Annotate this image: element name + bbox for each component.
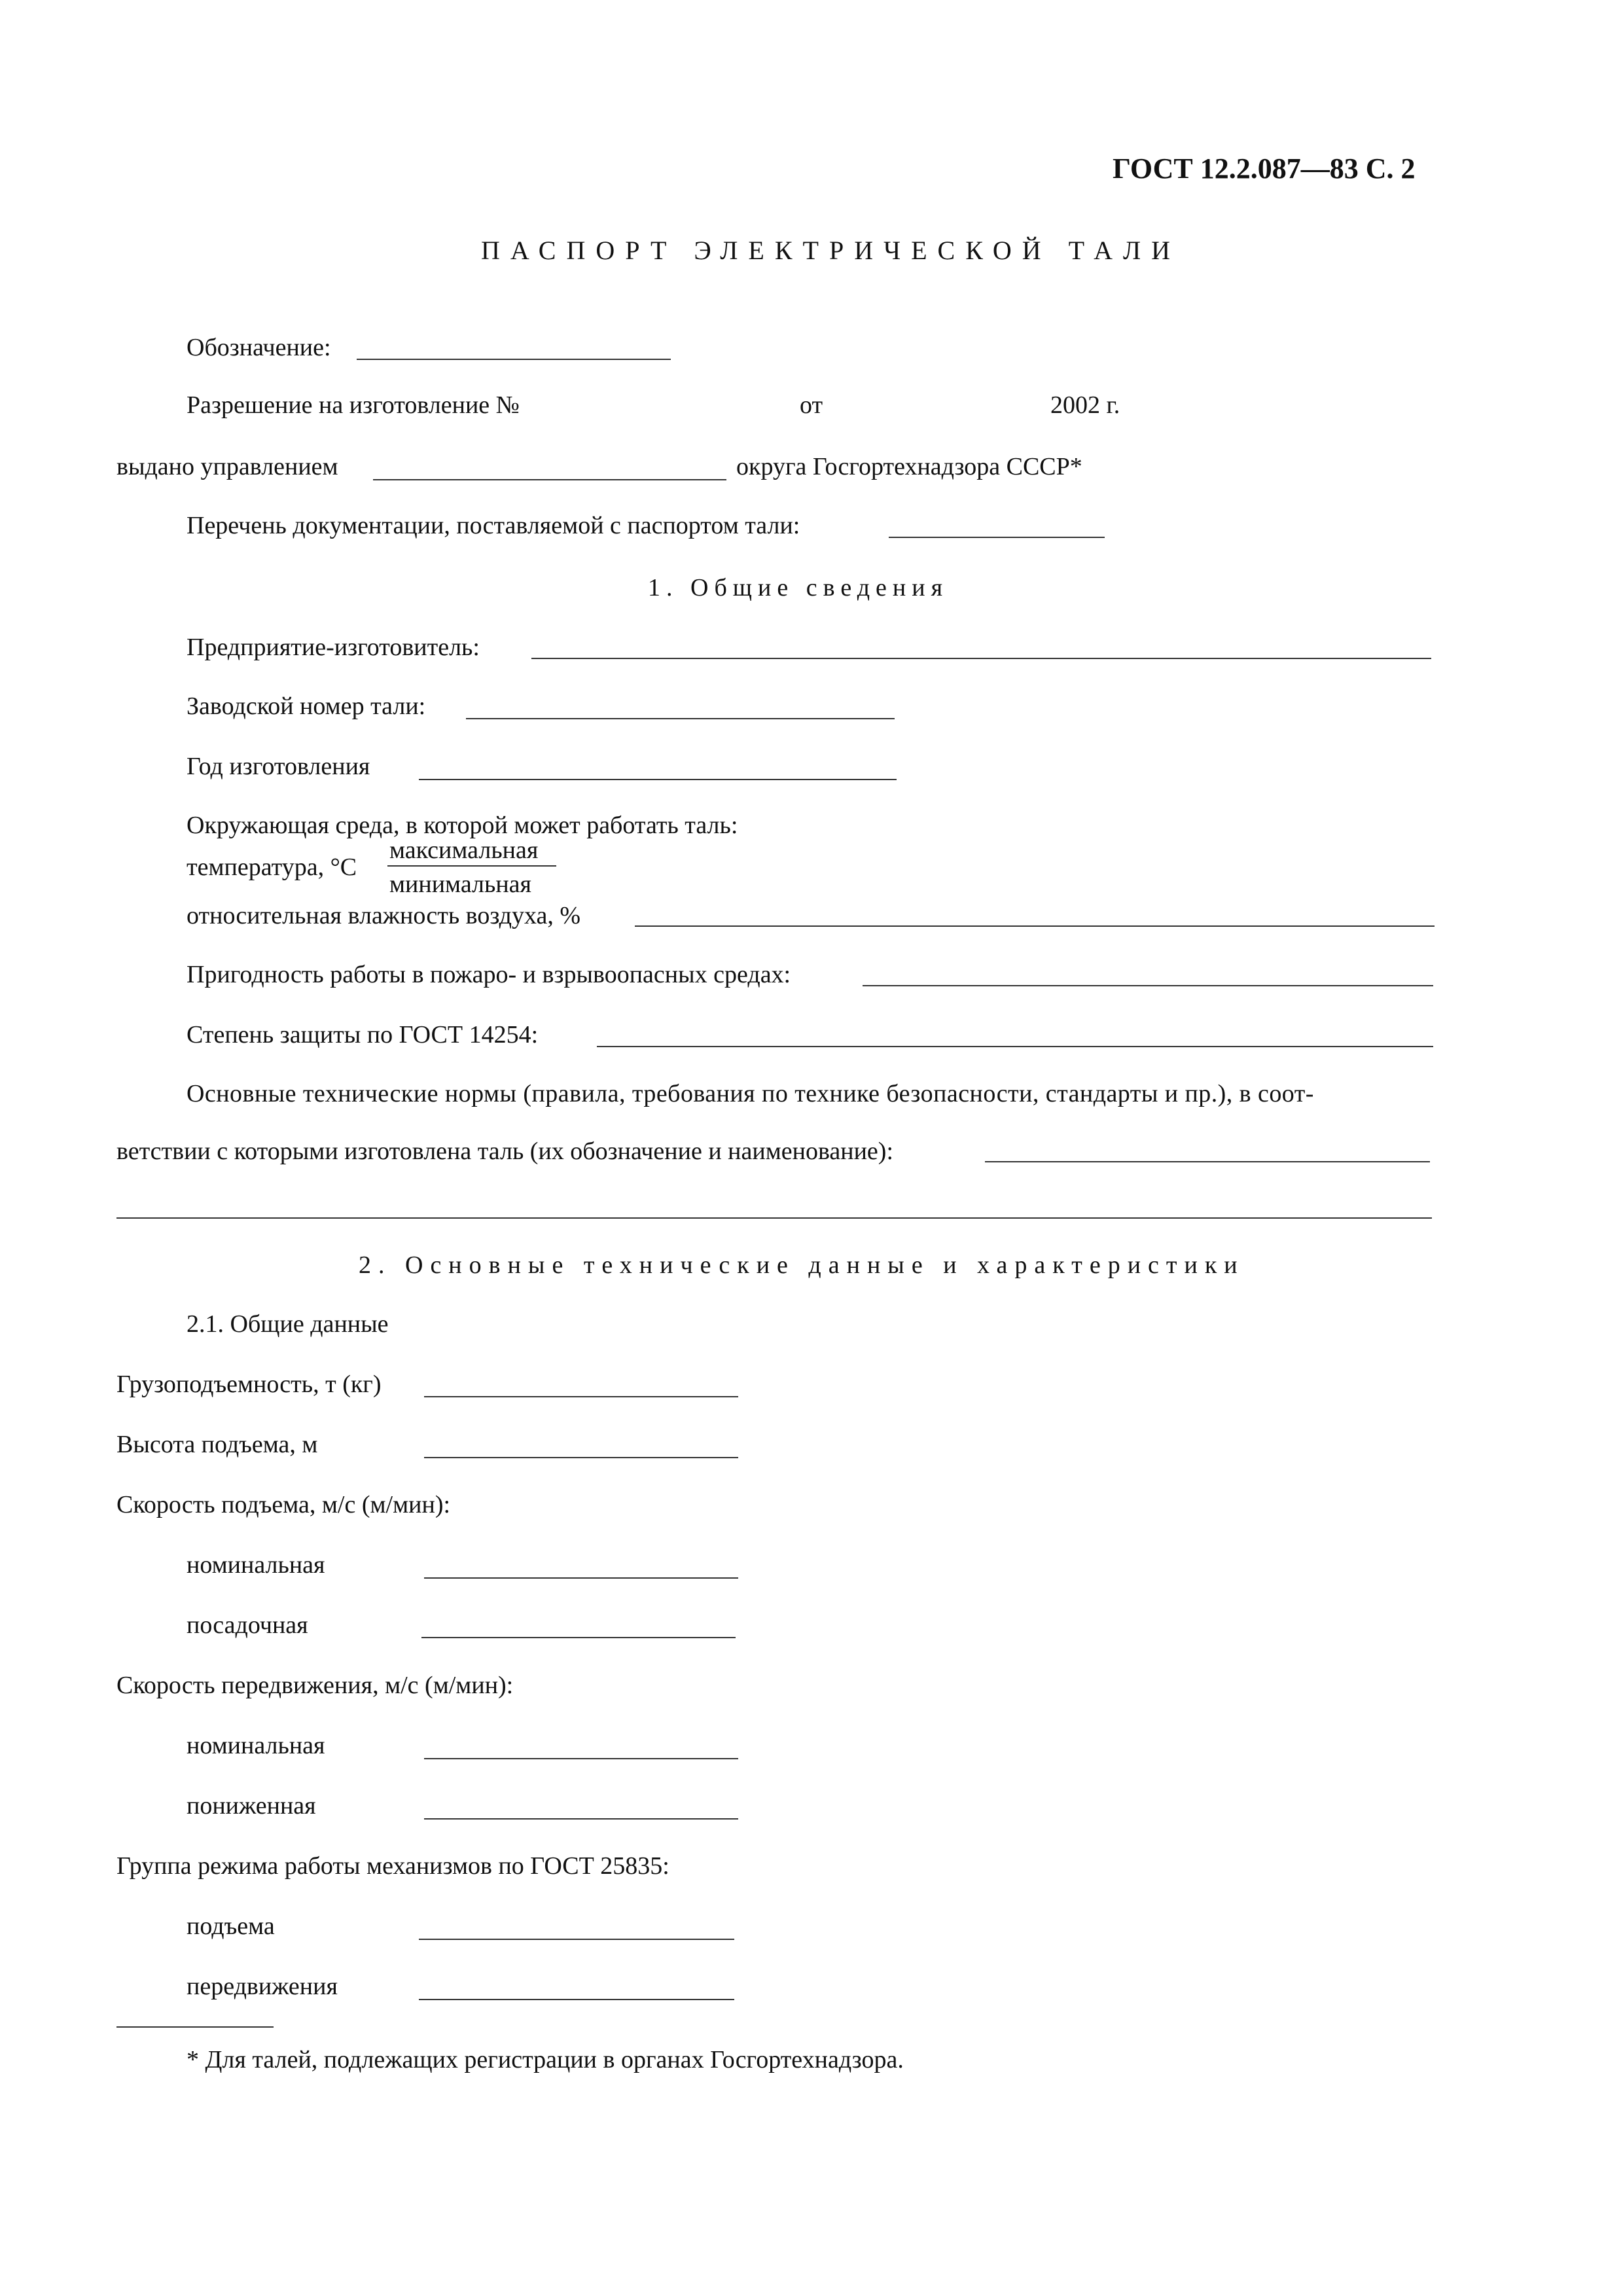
document-code-header: ГОСТ 12.2.087—83 С. 2 [1113, 152, 1416, 185]
docs-list-field[interactable] [889, 537, 1105, 538]
serial-label: Заводской номер тали: [187, 692, 426, 720]
travel-reduced-label: пониженная [187, 1792, 316, 1820]
travel-speed-label: Скорость передвижения, м/с (м/мин): [116, 1672, 514, 1699]
capacity-label: Грузоподъемность, т (кг) [116, 1371, 382, 1398]
permit-from-label: от [800, 391, 823, 419]
permit-label: Разрешение на изготовление № [187, 391, 520, 419]
lift-landing-field[interactable] [421, 1637, 736, 1638]
issued-by-label: выдано управлением [116, 453, 338, 480]
protection-field[interactable] [597, 1046, 1433, 1047]
fire-suitability-field[interactable] [863, 985, 1433, 986]
temperature-label: температура, °С [187, 853, 357, 881]
mode-moving-label: передвижения [187, 1973, 338, 2000]
district-label: округа Госгортехнадзора СССР* [736, 453, 1082, 480]
fire-suitability-label: Пригодность работы в пожаро- и взрывоопасных средах: [187, 961, 791, 988]
environment-label: Окружающая среда, в которой может работать таль: [187, 812, 738, 839]
designation-label: Обозначение: [187, 334, 331, 361]
manufacturer-label: Предприятие-изготовитель: [187, 634, 480, 661]
travel-reduced-field[interactable] [424, 1818, 738, 1820]
manufacturer-field[interactable] [531, 658, 1431, 659]
temperature-fraction-line [387, 865, 556, 867]
temp-min-label: минимальная [389, 870, 532, 898]
lift-nominal-field[interactable] [424, 1577, 738, 1579]
lift-landing-label: посадочная [187, 1611, 308, 1639]
mode-moving-field[interactable] [419, 1999, 734, 2000]
lift-speed-label: Скорость подъема, м/с (м/мин): [116, 1491, 451, 1518]
capacity-field[interactable] [424, 1396, 738, 1397]
travel-nominal-field[interactable] [424, 1758, 738, 1759]
norms-label-line-1: Основные технические нормы (правила, требования по технике безопасности, стандарты и пр.), в соот- [187, 1080, 1314, 1107]
mode-lifting-label: подъема [187, 1912, 275, 1940]
year-field[interactable] [419, 779, 897, 780]
humidity-label: относительная влажность воздуха, % [187, 902, 581, 929]
mode-group-label: Группа режима работы механизмов по ГОСТ 25835: [116, 1852, 669, 1880]
section-1-title: 1. Общие сведения [648, 574, 949, 601]
height-field[interactable] [424, 1457, 738, 1458]
norms-field-1[interactable] [985, 1161, 1430, 1162]
docs-list-label: Перечень документации, поставляемой с паспортом тали: [187, 512, 800, 539]
norms-field-2[interactable] [116, 1217, 1432, 1219]
permit-year-label: 2002 г. [1050, 391, 1120, 419]
serial-field[interactable] [466, 718, 895, 719]
section-2-title: 2. Основные технические данные и характеристики [359, 1251, 1245, 1279]
document-title: ПАСПОРТ ЭЛЕКТРИЧЕСКОЙ ТАЛИ [481, 236, 1181, 265]
protection-label: Степень защиты по ГОСТ 14254: [187, 1021, 539, 1049]
height-label: Высота подъема, м [116, 1431, 318, 1458]
section-2-1-title: 2.1. Общие данные [187, 1310, 389, 1338]
mode-lifting-field[interactable] [419, 1939, 734, 1940]
footnote-text: * Для талей, подлежащих регистрации в органах Госгортехнадзора. [187, 2046, 904, 2073]
lift-nominal-label: номинальная [187, 1551, 325, 1579]
travel-nominal-label: номинальная [187, 1732, 325, 1759]
footnote-separator [116, 2026, 274, 2028]
year-label: Год изготовления [187, 753, 370, 780]
norms-label-line-2: ветствии с которыми изготовлена таль (их обозначение и наименование): [116, 1138, 893, 1165]
issued-by-field[interactable] [373, 479, 726, 480]
humidity-field[interactable] [635, 925, 1435, 927]
designation-field[interactable] [357, 359, 671, 360]
temp-max-label: максимальная [389, 836, 539, 864]
